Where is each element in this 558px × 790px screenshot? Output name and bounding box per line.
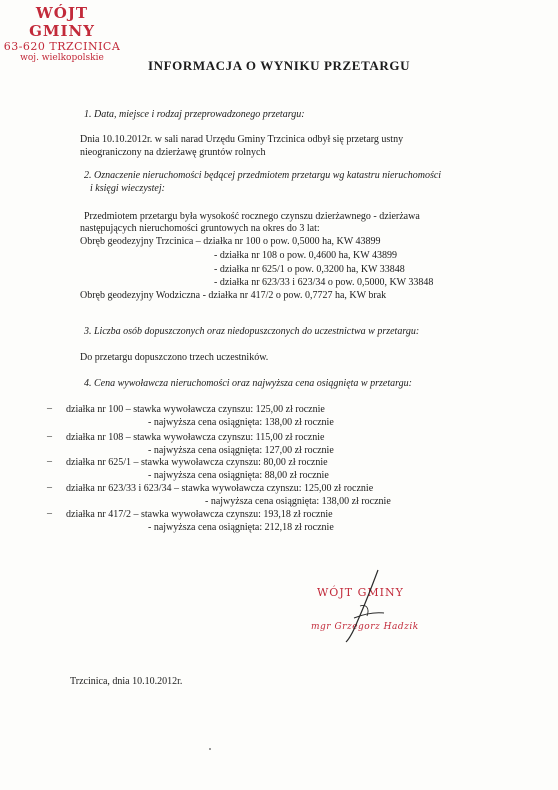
price-item-3-line-1: działka nr 625/1 – stawka wywoławcza czynszu: 80,00 zł rocznie bbox=[66, 457, 328, 468]
bullet-dash: – bbox=[47, 431, 52, 442]
signature-name-stamp: mgr Grzegorz Hadzik bbox=[311, 622, 419, 632]
price-item-4-line-1: działka nr 623/33 i 623/34 – stawka wywoławcza czynszu: 125,00 zł rocznie bbox=[66, 483, 374, 494]
parcel-line-5: Obręb geodezyjny Wodziczna - działka nr 417/2 o pow. 0,7727 ha, KW brak bbox=[80, 290, 387, 301]
section-2-heading-line-2: i księgi wieczystej: bbox=[90, 183, 165, 194]
parcel-line-4: - działka nr 623/33 i 623/34 o pow. 0,5000, KW 33848 bbox=[214, 277, 434, 288]
price-item-5-line-2: - najwyższa cena osiągnięta: 212,18 zł rocznie bbox=[148, 522, 334, 533]
section-1-heading: 1. Data, miejsce i rodzaj przeprowadzonego przetargu: bbox=[84, 109, 305, 120]
price-item-2-line-2: - najwyższa cena osiągnięta: 127,00 zł rocznie bbox=[148, 445, 334, 456]
bullet-dash: – bbox=[47, 456, 52, 467]
section-2-heading-line-1: 2. Oznaczenie nieruchomości będącej przedmiotem przetargu wg katastru nieruchomości bbox=[84, 170, 442, 181]
section-3-text: Do przetargu dopuszczono trzech uczestników. bbox=[80, 352, 269, 363]
price-item-3-line-2: - najwyższa cena osiągnięta: 88,00 zł rocznie bbox=[148, 470, 329, 481]
section-1-line-1: Dnia 10.10.2012r. w sali narad Urzędu Gminy Trzcinica odbył się przetarg ustny bbox=[80, 134, 404, 145]
bullet-dash: – bbox=[47, 403, 52, 414]
section-1-line-2: nieograniczony na dzierżawę gruntów rolnych bbox=[80, 147, 266, 158]
section-2-intro-line-2: następujących nieruchomości gruntowych na okres do 3 lat: bbox=[80, 223, 320, 234]
price-item-1-line-2: - najwyższa cena osiągnięta: 138,00 zł rocznie bbox=[148, 417, 334, 428]
price-item-1-line-1: działka nr 100 – stawka wywoławcza czynszu: 125,00 zł rocznie bbox=[66, 404, 325, 415]
bullet-dash: – bbox=[47, 482, 52, 493]
place-and-date: Trzcinica, dnia 10.10.2012r. bbox=[70, 676, 183, 687]
price-item-2-line-1: działka nr 108 – stawka wywoławcza czynszu: 115,00 zł rocznie bbox=[66, 432, 325, 443]
stamp-line-2: 63-620 TRZCINICA bbox=[3, 40, 121, 53]
bullet-dash: – bbox=[47, 508, 52, 519]
section-3-heading: 3. Liczba osób dopuszczonych oraz niedopuszczonych do uczestnictwa w przetargu: bbox=[84, 326, 420, 337]
stamp-line-1: WÓJT GMINY bbox=[29, 4, 95, 40]
stamp-line-3: woj. wielkopolskie bbox=[20, 53, 104, 63]
scan-mark bbox=[209, 748, 211, 750]
section-4-heading: 4. Cena wywoławcza nieruchomości oraz najwyższa cena osiągnięta w przetargu: bbox=[84, 378, 412, 389]
price-item-5-line-1: działka nr 417/2 – stawka wywoławcza czynszu: 193,18 zł rocznie bbox=[66, 509, 333, 520]
parcel-line-1: Obręb geodezyjny Trzcinica – działka nr 100 o pow. 0,5000 ha, KW 43899 bbox=[80, 236, 381, 247]
section-2-intro-line-1: Przedmiotem przetargu była wysokość rocznego czynszu dzierżawnego - dzierżawa bbox=[84, 211, 420, 222]
signature-title-stamp: WÓJT GMINY bbox=[317, 586, 404, 599]
parcel-line-2: - działka nr 108 o pow. 0,4600 ha, KW 43899 bbox=[214, 250, 398, 261]
office-stamp bbox=[2, 4, 122, 64]
parcel-line-3: - działka nr 625/1 o pow. 0,3200 ha, KW 33848 bbox=[214, 264, 405, 275]
handwritten-signature bbox=[340, 566, 400, 646]
price-item-4-line-2: - najwyższa cena osiągnięta: 138,00 zł rocznie bbox=[205, 496, 391, 507]
document-title: INFORMACJA O WYNIKU PRZETARGU bbox=[147, 58, 411, 73]
